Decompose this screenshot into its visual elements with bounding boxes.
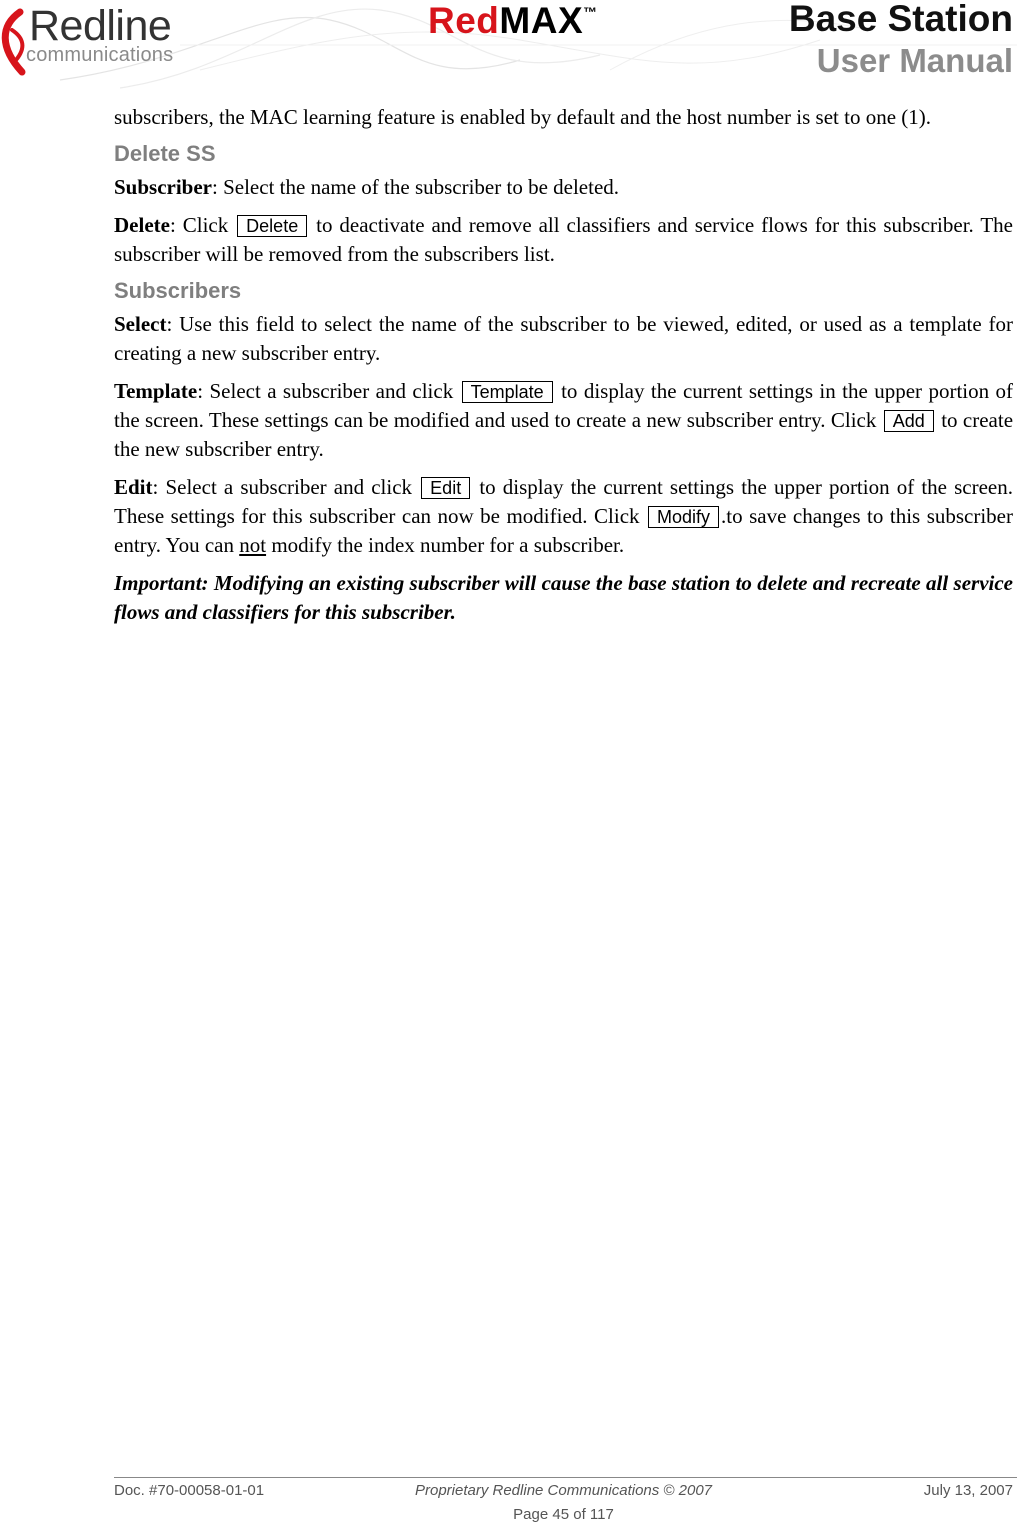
- term-template: Template: [114, 379, 198, 403]
- page-content: [114, 103, 1013, 636]
- footer-date: July 13, 2007: [923, 1482, 1013, 1499]
- subscriber-text: : Select the name of the subscriber to be deleted.: [212, 175, 620, 199]
- edit-text-mid: to display the current settings the upper portion of the screen. These settings for this subscriber can now be modified. Click: [114, 475, 1014, 528]
- term-subscriber: Subscriber: [114, 175, 213, 199]
- product-name-black: MAX: [499, 0, 584, 41]
- logo-subtitle: communications: [26, 44, 174, 66]
- manual-title: Base Station: [788, 0, 1013, 39]
- edit-button[interactable]: Edit: [421, 477, 470, 499]
- important-note: Important: Modifying an existing subscriber will cause the base station to delete and recreate all service flows and classifiers for this subscriber.: [114, 571, 1013, 624]
- delete-text-post: to deactivate and remove all classifiers and service flows for this subscriber. The subscriber will be removed from the subscribers list.: [114, 213, 1013, 266]
- section-heading-delete-ss: Delete SS: [114, 141, 216, 166]
- page-header: [0, 0, 1017, 95]
- product-name-red: Red: [428, 0, 500, 41]
- modify-button[interactable]: Modify: [648, 506, 719, 528]
- section-heading-subscribers: Subscribers: [114, 278, 242, 303]
- delete-definition: [114, 211, 1013, 269]
- template-text-mid: to display the current settings in the upper portion of the screen. These settings can be modified and used to create a new subscriber entry. Click: [114, 379, 1014, 432]
- term-edit: Edit: [114, 475, 153, 499]
- edit-text-post-b: modify the index number for a subscriber.: [271, 533, 625, 557]
- edit-text-post-a: .to save changes to this subscriber entry. You can: [114, 504, 1014, 557]
- manual-subtitle: User Manual: [816, 42, 1013, 79]
- footer-doc-number: Doc. #70-00058-01-01: [114, 1482, 265, 1499]
- trademark-symbol: ™: [583, 4, 598, 20]
- template-button[interactable]: Template: [462, 381, 553, 403]
- template-text-pre: : Select a subscriber and click: [197, 379, 454, 403]
- product-name: [428, 0, 598, 42]
- term-delete: Delete: [114, 213, 170, 237]
- footer-page-number: Page 45 of 117: [513, 1506, 614, 1523]
- emphasis-not: not: [239, 533, 267, 557]
- logo-wordmark: Redline: [29, 2, 172, 50]
- subscriber-definition: [114, 173, 1013, 202]
- term-select: Select: [114, 312, 167, 336]
- template-definition: [114, 377, 1013, 464]
- intro-paragraph: subscribers, the MAC learning feature is enabled by default and the host number is set to one (1).: [114, 105, 932, 129]
- delete-text-pre: : Click: [169, 213, 229, 237]
- footer-proprietary: Proprietary Redline Communications © 2007: [414, 1482, 713, 1499]
- edit-text-pre: : Select a subscriber and click: [152, 475, 413, 499]
- select-text: : Use this field to select the name of the subscriber to be viewed, edited, or used as a template for creating a new subscriber entry.: [114, 312, 1013, 365]
- footer-divider: [114, 1477, 1017, 1478]
- template-text-post: to create the new subscriber entry.: [114, 408, 1014, 461]
- redline-logo: [2, 2, 202, 78]
- edit-definition: [114, 473, 1013, 560]
- add-button[interactable]: Add: [884, 410, 934, 432]
- delete-button[interactable]: Delete: [237, 215, 307, 237]
- select-definition: [114, 310, 1013, 368]
